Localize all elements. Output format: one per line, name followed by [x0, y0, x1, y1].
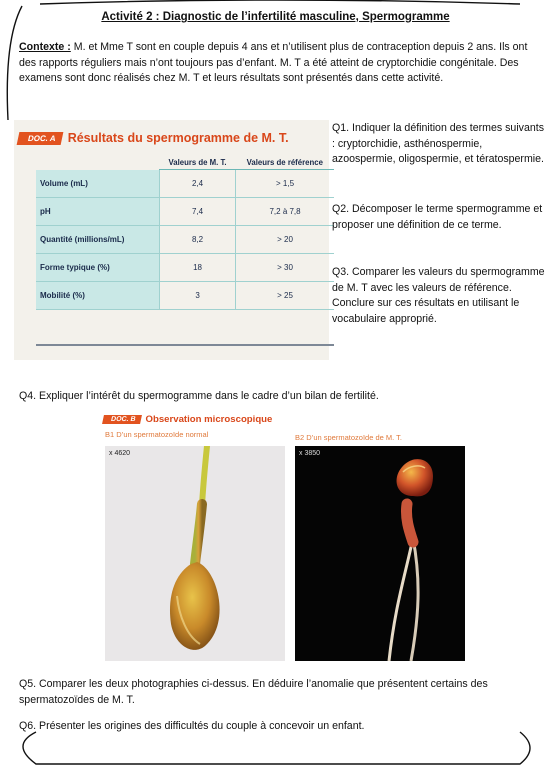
b1-magnification: x 4620 [109, 450, 131, 457]
b2-label: B2 D’un spermatozoïde de M. T. [295, 433, 402, 442]
row-value: 3 [160, 282, 236, 310]
col-header-reference: Valeurs de référence [236, 156, 334, 170]
question-6: Q6. Présenter les origines des difficultés du couple à concevoir un enfant. [19, 720, 365, 732]
b2-magnification: x 3850 [299, 450, 321, 457]
doc-a-header [18, 128, 289, 148]
question-5: Q5. Comparer les deux photographies ci-dessus. En déduire l’anomalie que présentent certains des spermatozoïdes de M. T. [19, 678, 488, 706]
context-paragraph [19, 40, 545, 87]
row-reference: 7,2 à 7,8 [236, 198, 334, 226]
table-row [36, 198, 334, 226]
table-corner [36, 156, 160, 170]
photo-normal-sperm [105, 446, 285, 661]
table-row [36, 170, 334, 198]
context-label: Contexte : [19, 41, 71, 53]
table-header-row [36, 156, 334, 170]
row-value: 18 [160, 254, 236, 282]
question-1: Q1. Indiquer la définition des termes suivants : cryptorchidie, asthénospermie, azoospermie, oligospermie, et tératospermie. [332, 122, 544, 165]
abnormal-sperm-illustration [295, 446, 465, 661]
row-reference: > 20 [236, 226, 334, 254]
row-value: 8,2 [160, 226, 236, 254]
normal-sperm-illustration [105, 446, 285, 661]
doc-a-badge: DOC. A [17, 132, 63, 145]
doc-b-panel [99, 411, 466, 661]
photo-abnormal-sperm [295, 446, 465, 661]
row-reference: > 1,5 [236, 170, 334, 198]
row-value: 2,4 [160, 170, 236, 198]
row-label: Volume (mL) [36, 170, 160, 198]
col-header-values: Valeurs de M. T. [160, 156, 236, 170]
row-reference: > 30 [236, 254, 334, 282]
row-label: Forme typique (%) [36, 254, 160, 282]
table-row [36, 226, 334, 254]
row-label: Quantité (millions/mL) [36, 226, 160, 254]
row-label: Mobilité (%) [36, 282, 160, 310]
row-value: 7,4 [160, 198, 236, 226]
doc-b-header [103, 414, 272, 425]
table-row [36, 282, 334, 310]
context-text: M. et Mme T sont en couple depuis 4 ans et n’utilisent plus de contraception depuis 2 ans. Ils ont des rapports réguliers mais n’ont toujours pas d’enfant. M. T a été atteint de cryptorchidie congénitale. Des examens sont donc réalisés chez M. T et leurs résultats sont présentés dans cette activité. [19, 41, 528, 84]
question-3: Q3. Comparer les valeurs du spermogramme de M. T avec les valeurs de référence. Conclure sur ces résultats en utilisant le vocabulaire approprié. [332, 266, 545, 325]
results-table [36, 156, 334, 310]
row-label: pH [36, 198, 160, 226]
doc-a-panel [14, 120, 329, 360]
question-2: Q2. Décomposer le terme spermogramme et proposer une définition de ce terme. [332, 203, 543, 231]
doc-b-badge: DOC. B [102, 415, 141, 424]
doc-b-title: Observation microscopique [145, 414, 273, 425]
page-title: Activité 2 : Diagnostic de l’infertilité masculine, Spermogramme [101, 11, 450, 23]
table-bottom-rule [36, 344, 334, 346]
doc-a-title: Résultats du spermogramme de M. T. [67, 131, 289, 145]
b1-label: B1 D’un spermatozoïde normal [105, 430, 209, 439]
table-row [36, 254, 334, 282]
question-4: Q4. Expliquer l’intérêt du spermogramme dans le cadre d’un bilan de fertilité. [19, 390, 379, 402]
row-reference: > 25 [236, 282, 334, 310]
